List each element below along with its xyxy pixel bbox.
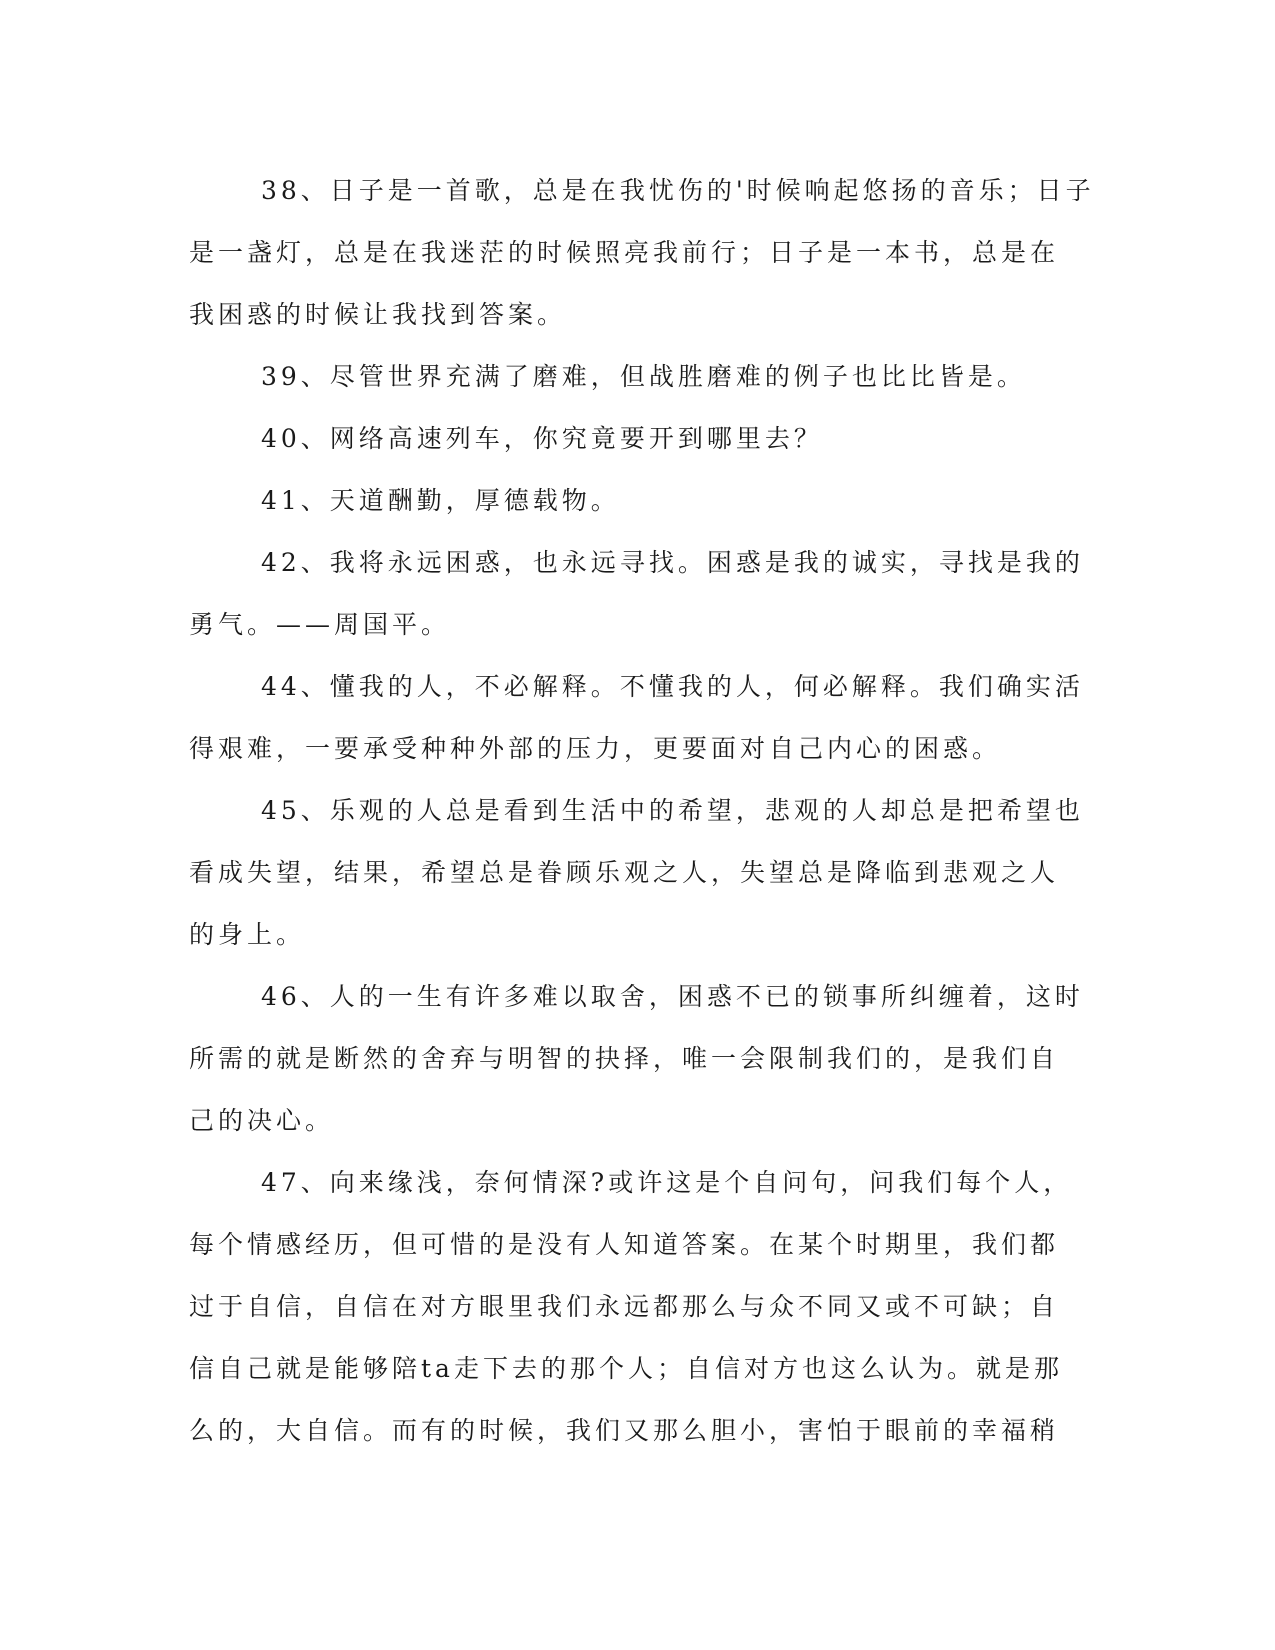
text-line: 勇气。——周国平。 [189,610,451,639]
text-line: 39、尽管世界充满了磨难，但战胜磨难的例子也比比皆是。 [261,362,1026,391]
text-line: 信自己就是能够陪ta走下去的那个人；自信对方也这么认为。就是那 [189,1354,1063,1383]
text-line: 每个情感经历，但可惜的是没有人知道答案。在某个时期里，我们都 [189,1230,1060,1259]
text-line: 看成失望，结果，希望总是眷顾乐观之人，失望总是降临到悲观之人 [189,858,1060,887]
text-line: 41、天道酬勤，厚德载物。 [261,486,620,515]
text-line: 44、懂我的人，不必解释。不懂我的人，何必解释。我们确实活 [261,672,1084,701]
text-line: 45、乐观的人总是看到生活中的希望，悲观的人却总是把希望也 [261,796,1084,825]
text-line: 42、我将永远困惑，也永远寻找。困惑是我的诚实，寻找是我的 [261,548,1084,577]
text-line: 己的决心。 [189,1106,335,1135]
text-line: 47、向来缘浅，奈何情深?或许这是个自问句，问我们每个人， [261,1168,1073,1197]
text-line: 38、日子是一首歌，总是在我忧伤的'时候响起悠扬的音乐；日子 [261,176,1095,205]
text-line: 40、网络高速列车，你究竟要开到哪里去？ [261,424,823,453]
document-body [189,160,1095,1462]
text-line: 得艰难，一要承受种种外部的压力，更要面对自己内心的困惑。 [189,734,1002,763]
text-line: 我困惑的时候让我找到答案。 [189,300,567,329]
text-line: 过于自信，自信在对方眼里我们永远都那么与众不同又或不可缺；自 [189,1292,1060,1321]
text-line: 么的，大自信。而有的时候，我们又那么胆小，害怕于眼前的幸福稍 [189,1416,1060,1445]
text-line: 是一盏灯，总是在我迷茫的时候照亮我前行；日子是一本书，总是在 [189,238,1060,267]
text-line: 46、人的一生有许多难以取舍，困惑不已的锁事所纠缠着，这时 [261,982,1084,1011]
text-line: 所需的就是断然的舍弃与明智的抉择，唯一会限制我们的，是我们自 [189,1044,1060,1073]
text-line: 的身上。 [189,920,306,949]
